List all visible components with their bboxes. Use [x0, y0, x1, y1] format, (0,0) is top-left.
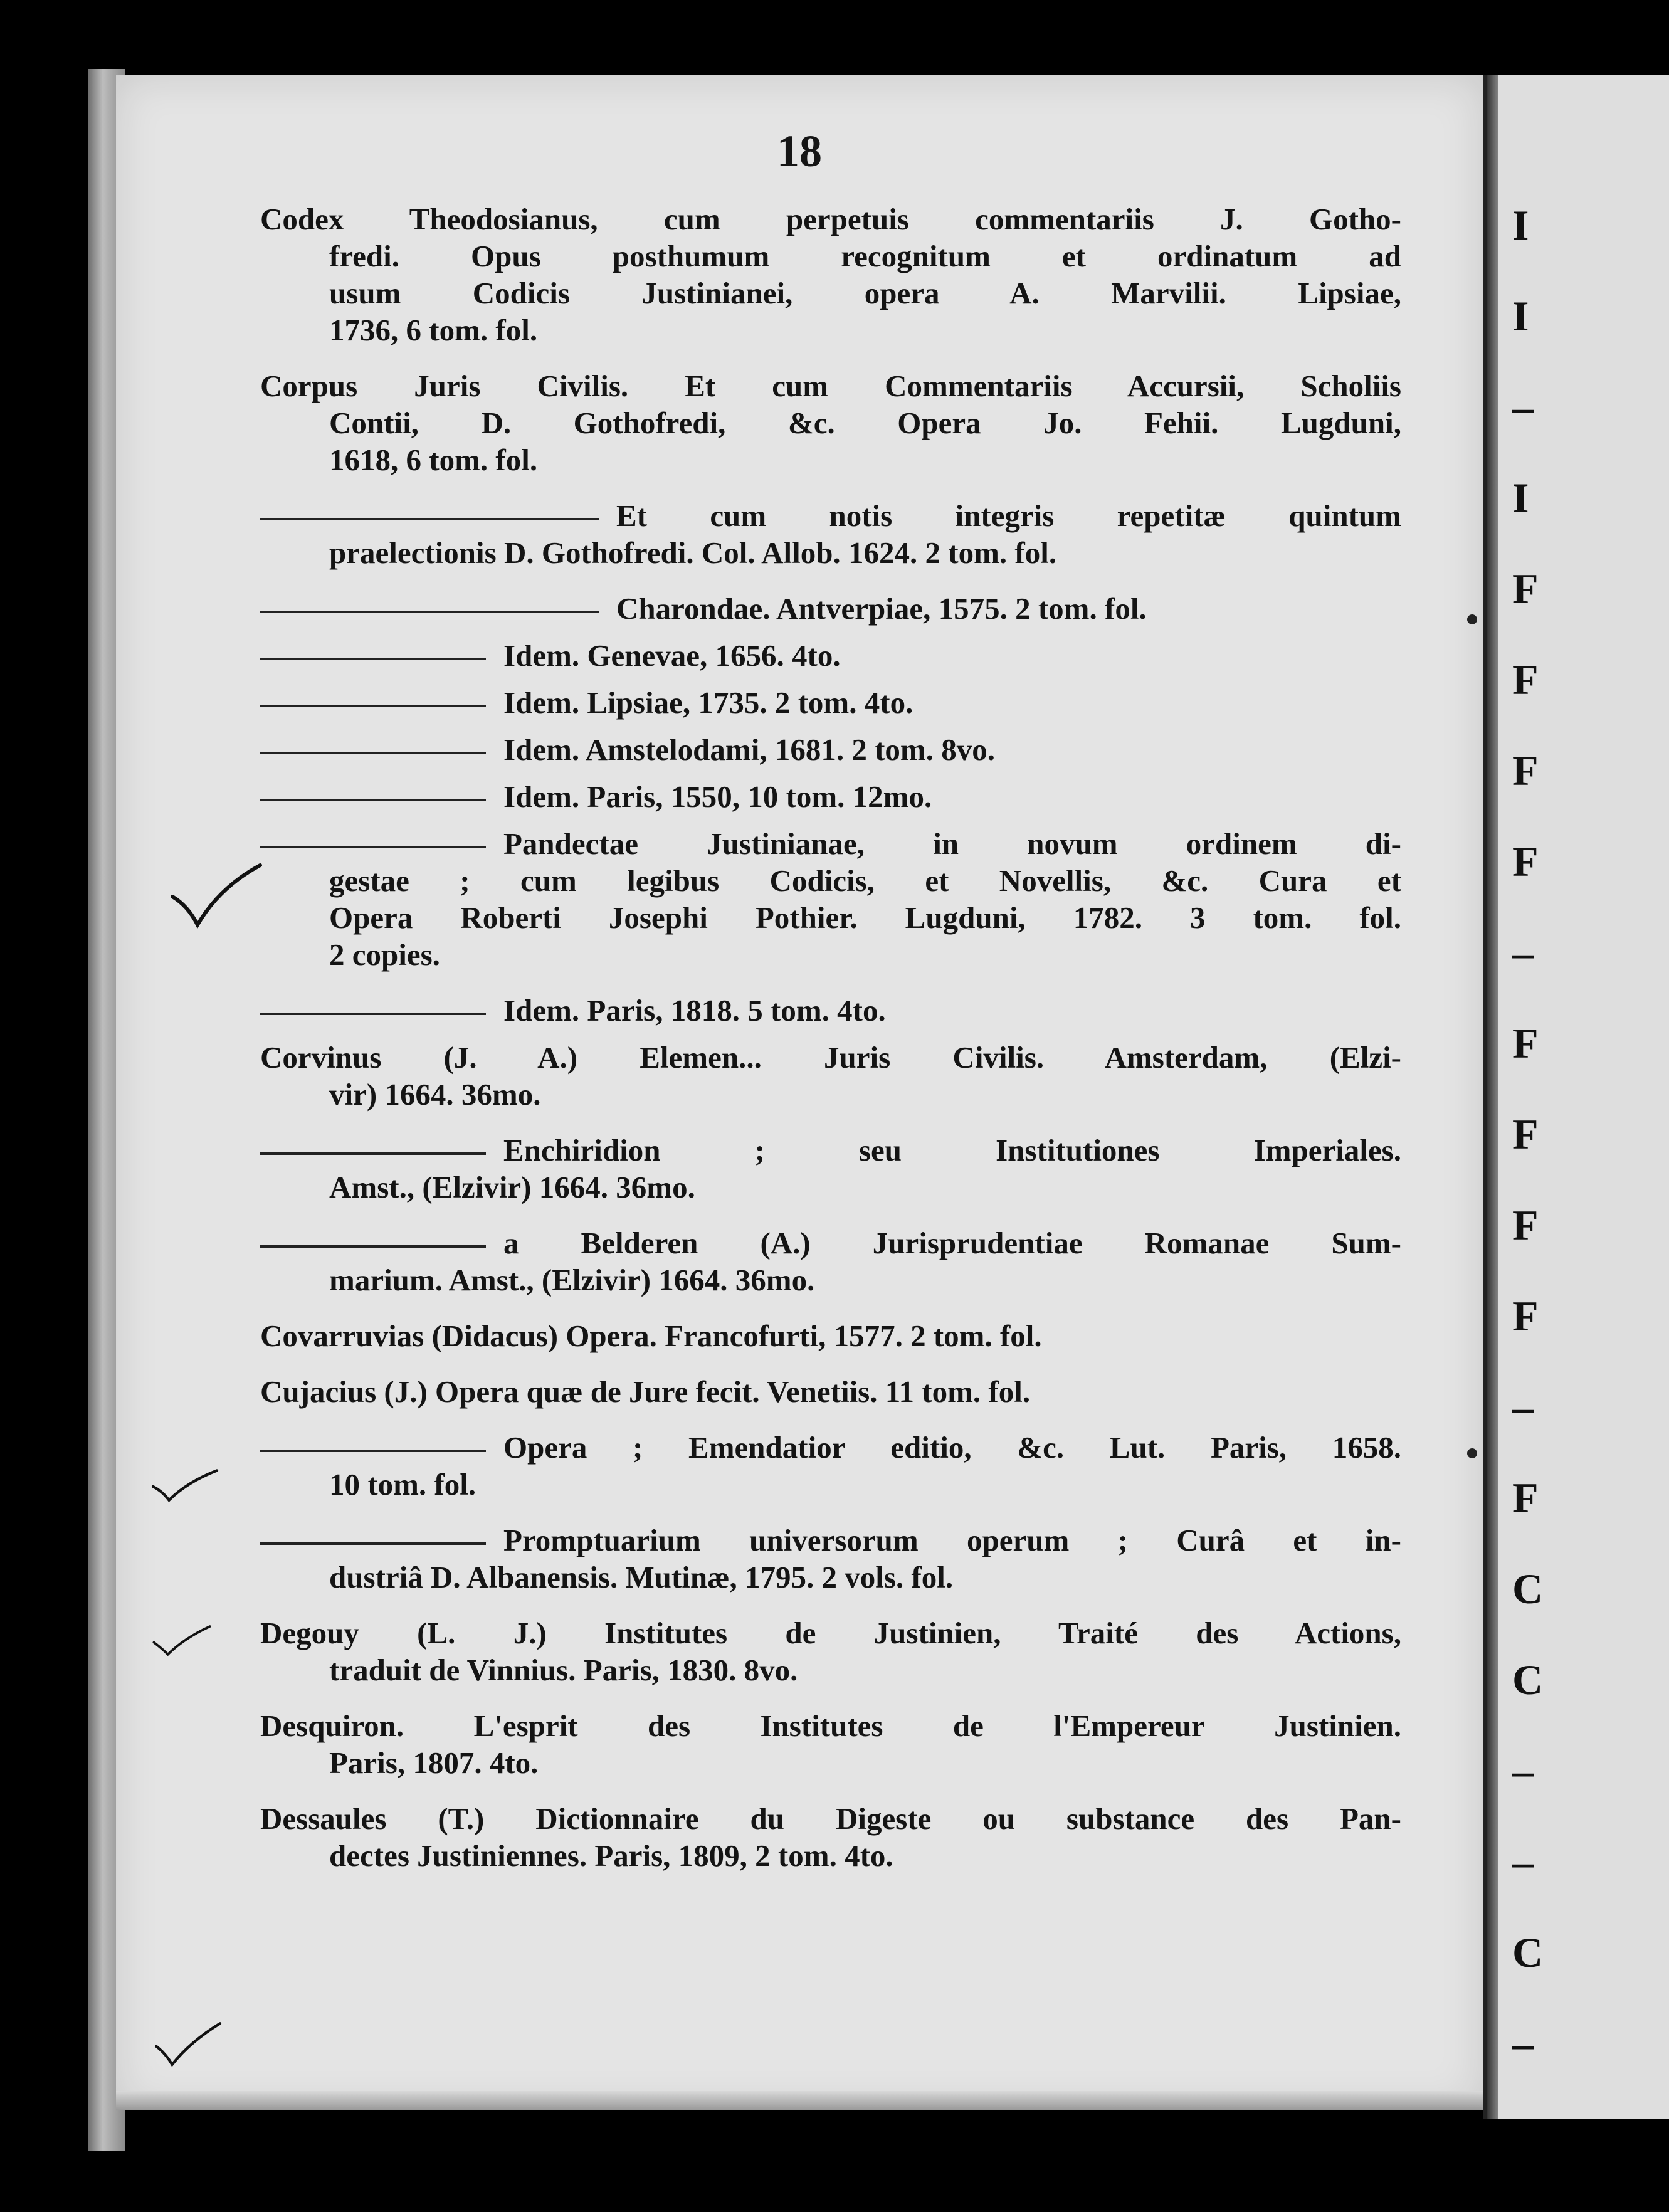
entry-line: [260, 778, 1401, 815]
facing-page-letter: F: [1512, 1201, 1539, 1249]
entry-line-text: 1736, 6 tom. fol.: [329, 313, 538, 347]
handwritten-check-mark: [147, 1614, 216, 1658]
facing-page-letter: F: [1512, 656, 1539, 703]
margin-dot: [1467, 614, 1477, 624]
entry-line-text: fredi. Opus posthumum recognitum et ordinatum ad: [329, 239, 1401, 273]
entry-line: [260, 825, 1401, 862]
book-page: [116, 75, 1483, 2110]
catalogue-entry: [260, 637, 1401, 674]
entry-line: [260, 1224, 1401, 1261]
facing-page-letter: C: [1512, 1929, 1544, 1976]
entry-line-text: Idem. Lipsiae, 1735. 2 tom. 4to.: [503, 685, 913, 720]
facing-page-letter: –: [1512, 1747, 1534, 1794]
entry-line-text: 1618, 6 tom. fol.: [329, 443, 538, 477]
catalogue-entry: [260, 1707, 1401, 1781]
ditto-rule: [260, 1013, 486, 1015]
entry-line-text: Degouy (L. J.) Institutes de Justinien, Traité des Actions,: [260, 1616, 1401, 1650]
facing-page-letter: –: [1512, 1383, 1534, 1431]
entry-line: [260, 275, 1401, 312]
entry-line-text: praelectionis D. Gothofredi. Col. Allob. 1624. 2 tom. fol.: [329, 535, 1057, 570]
entry-line: [260, 534, 1401, 571]
entry-line: [260, 1317, 1401, 1354]
catalogue-entry: [260, 1800, 1401, 1874]
entry-line-text: Desquiron. L'esprit des Institutes de l'Empereur Justinien.: [260, 1709, 1401, 1743]
entry-line: [260, 936, 1401, 973]
ditto-rule: [260, 799, 486, 801]
entry-line-text: Codex Theodosianus, cum perpetuis commentariis J. Gotho-: [260, 202, 1401, 236]
entry-line: [260, 1429, 1401, 1466]
entry-line: [260, 1039, 1401, 1076]
entry-line: [260, 201, 1401, 238]
entry-line: [260, 497, 1401, 534]
facing-page-edge: [1483, 75, 1669, 2119]
entry-line: [260, 404, 1401, 441]
entry-line-text: 2 copies.: [329, 937, 440, 972]
facing-page-letter: C: [1512, 1656, 1544, 1704]
entry-line-text: Corvinus (J. A.) Elemen... Juris Civilis. Amsterdam, (Elzi-: [260, 1040, 1401, 1075]
entry-line: [260, 684, 1401, 721]
entry-line-text: gestae ; cum legibus Codicis, et Novellis, &c. Cura et: [329, 863, 1401, 898]
catalogue-entry: [260, 684, 1401, 721]
entry-line-text: dustriâ D. Albanensis. Mutinæ, 1795. 2 vols. fol.: [329, 1560, 954, 1594]
ditto-rule: [260, 1542, 486, 1545]
entry-line: [260, 862, 1401, 899]
catalogue-entry: [260, 1522, 1401, 1596]
entry-line: [260, 1744, 1401, 1781]
catalogue-entry: [260, 590, 1401, 627]
catalogue-entry: [260, 731, 1401, 768]
entry-line-text: Dessaules (T.) Dictionnaire du Digeste ou substance des Pan-: [260, 1801, 1401, 1836]
entry-line: [260, 1261, 1401, 1298]
facing-page-letter: F: [1512, 1110, 1539, 1158]
facing-page-letter: I: [1512, 474, 1529, 522]
catalogue-entry: [260, 992, 1401, 1029]
entry-line-text: Pandectae Justinianae, in novum ordinem di-: [503, 826, 1401, 861]
entry-line-text: Covarruvias (Didacus) Opera. Francofurti, 1577. 2 tom. fol.: [260, 1319, 1042, 1353]
catalogue-entry: [260, 1373, 1401, 1410]
handwritten-check-mark: [147, 1455, 223, 1505]
entry-line: [260, 367, 1401, 404]
handwritten-check-mark: [169, 862, 263, 931]
entry-line: [260, 1169, 1401, 1206]
facing-page-letter: F: [1512, 1292, 1539, 1340]
entry-line-text: marium. Amst., (Elzivir) 1664. 36mo.: [329, 1263, 815, 1297]
catalogue-entry: [260, 497, 1401, 571]
catalogue-entry: [260, 1039, 1401, 1113]
margin-dot: [1467, 1448, 1477, 1458]
ditto-rule: [260, 1450, 486, 1452]
ditto-rule: [260, 518, 599, 520]
entry-line-text: usum Codicis Justinianei, opera A. Marvilii. Lipsiae,: [329, 276, 1401, 310]
entry-line-text: Enchiridion ; seu Institutiones Imperiales.: [503, 1133, 1401, 1167]
catalogue-entry: [260, 1429, 1401, 1503]
facing-page-letter: I: [1512, 292, 1529, 340]
entry-line-text: dectes Justiniennes. Paris, 1809, 2 tom. 4to.: [329, 1838, 893, 1873]
handwritten-check-mark: [150, 2019, 226, 2069]
entry-line: [260, 1800, 1401, 1837]
entry-line-text: Amst., (Elzivir) 1664. 36mo.: [329, 1170, 695, 1204]
entry-line: [260, 1076, 1401, 1113]
entry-line: [260, 992, 1401, 1029]
ditto-rule: [260, 1152, 486, 1155]
entry-line-text: Idem. Amstelodami, 1681. 2 tom. 8vo.: [503, 732, 995, 767]
entry-line-text: Cujacius (J.) Opera quæ de Jure fecit. Venetiis. 11 tom. fol.: [260, 1374, 1031, 1409]
entry-line: [260, 312, 1401, 349]
entry-line-text: Corpus Juris Civilis. Et cum Commentariis Accursii, Scholiis: [260, 369, 1401, 403]
entry-line-text: a Belderen (A.) Jurisprudentiae Romanae Sum-: [503, 1226, 1401, 1260]
entry-line-text: Opera ; Emendatior editio, &c. Lut. Paris, 1658.: [503, 1430, 1401, 1465]
ditto-rule: [260, 611, 599, 613]
facing-page-letter: –: [1512, 929, 1534, 976]
entry-line: [260, 1559, 1401, 1596]
ditto-rule: [260, 846, 486, 848]
catalogue-entry: [260, 1614, 1401, 1688]
entry-line-text: 10 tom. fol.: [329, 1467, 476, 1502]
entry-line: [260, 238, 1401, 275]
entry-line-text: Promptuarium universorum operum ; Curâ et in-: [503, 1523, 1401, 1557]
entry-line-text: Idem. Genevae, 1656. 4to.: [503, 638, 841, 673]
ditto-rule: [260, 658, 486, 660]
facing-page-letter: F: [1512, 565, 1539, 613]
entry-line: [260, 637, 1401, 674]
catalogue-entry: [260, 1317, 1401, 1354]
entry-line: [260, 590, 1401, 627]
facing-page-letter: F: [1512, 1474, 1539, 1522]
entry-line-text: Contii, D. Gothofredi, &c. Opera Jo. Fehii. Lugduni,: [329, 406, 1401, 440]
catalogue-text: [260, 201, 1401, 1893]
entry-line: [260, 1651, 1401, 1688]
catalogue-entry: [260, 367, 1401, 478]
facing-page-letter: F: [1512, 1019, 1539, 1067]
ditto-rule: [260, 1245, 486, 1248]
entry-line: [260, 1466, 1401, 1503]
facing-page-letter: –: [1512, 1838, 1534, 1885]
entry-line: [260, 1614, 1401, 1651]
page-number: 18: [777, 126, 822, 176]
facing-page-letter: –: [1512, 2020, 1534, 2067]
entry-line: [260, 731, 1401, 768]
facing-page-letter: C: [1512, 1565, 1544, 1613]
facing-page-letter: I: [1512, 201, 1529, 249]
facing-page-letter: F: [1512, 838, 1539, 885]
facing-page-letter: –: [1512, 383, 1534, 431]
catalogue-entry: [260, 201, 1401, 349]
ditto-rule: [260, 705, 486, 707]
entry-line-text: Paris, 1807. 4to.: [329, 1746, 539, 1780]
entry-line-text: vir) 1664. 36mo.: [329, 1077, 541, 1112]
entry-line-text: Et cum notis integris repetitæ quintum: [616, 498, 1401, 533]
entry-line-text: Idem. Paris, 1550, 10 tom. 12mo.: [503, 779, 932, 814]
facing-page-letter: F: [1512, 747, 1539, 794]
entry-line-text: traduit de Vinnius. Paris, 1830. 8vo.: [329, 1653, 798, 1687]
entry-line: [260, 1373, 1401, 1410]
catalogue-entry: [260, 1224, 1401, 1298]
entry-line-text: Idem. Paris, 1818. 5 tom. 4to.: [503, 993, 886, 1028]
entry-line-text: Charondae. Antverpiae, 1575. 2 tom. fol.: [616, 591, 1147, 626]
ditto-rule: [260, 752, 486, 754]
catalogue-entry: [260, 825, 1401, 973]
entry-line: [260, 1837, 1401, 1874]
entry-line-text: Opera Roberti Josephi Pothier. Lugduni, 1782. 3 tom. fol.: [329, 900, 1401, 935]
entry-line: [260, 1522, 1401, 1559]
catalogue-entry: [260, 1132, 1401, 1206]
entry-line: [260, 1707, 1401, 1744]
entry-line: [260, 899, 1401, 936]
entry-line: [260, 441, 1401, 478]
entry-line: [260, 1132, 1401, 1169]
catalogue-entry: [260, 778, 1401, 815]
